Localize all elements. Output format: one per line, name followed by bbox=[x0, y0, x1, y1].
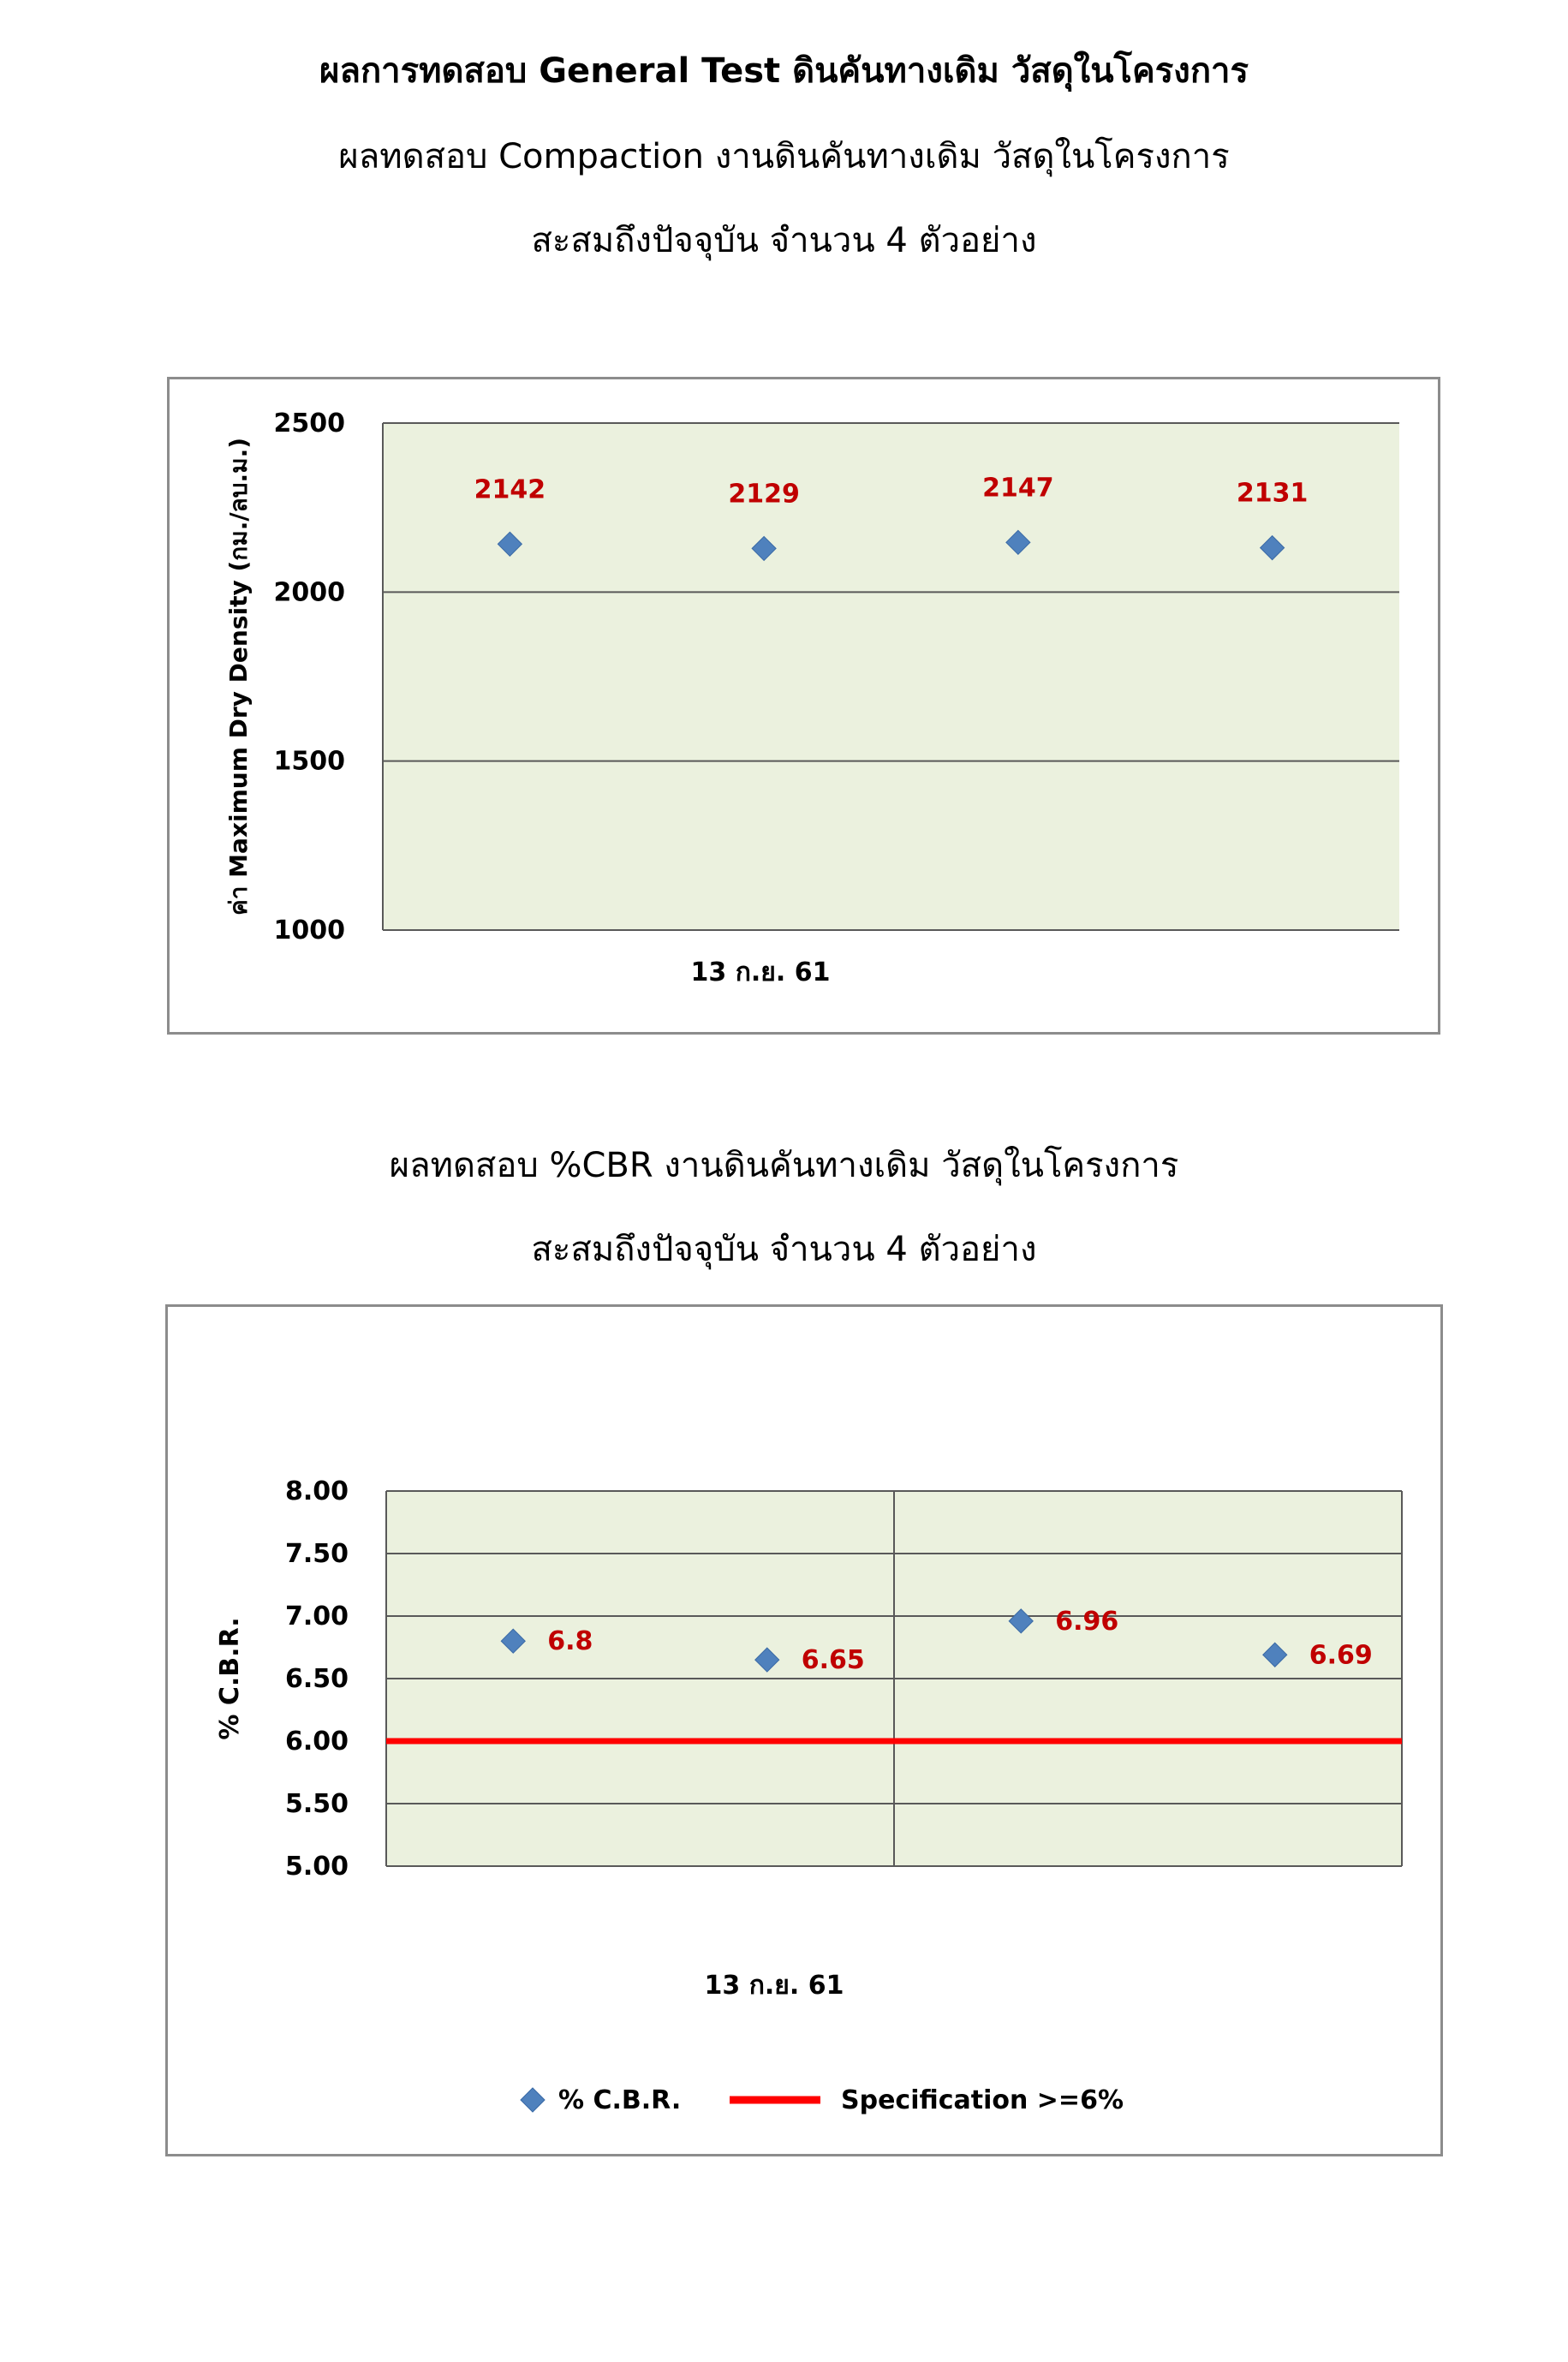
y-axis-title: % C.B.R. bbox=[215, 1617, 245, 1740]
y-tick-label: 5.00 bbox=[284, 1852, 349, 1882]
compaction-chart-frame bbox=[167, 377, 1440, 1035]
legend-label-spec: Specification >=6% bbox=[841, 2085, 1124, 2115]
data-label: 2142 bbox=[474, 474, 546, 505]
chart1-heading: ผลทดสอบ Compaction งานดินคันทางเดิม วัสดุในโครงการ bbox=[338, 137, 1230, 176]
x-axis-label: 13 ก.ย. 61 bbox=[690, 957, 831, 987]
legend-label-cbr: % C.B.R. bbox=[558, 2085, 682, 2115]
chart1-subheading: สะสมถึงปัจจุบัน จำนวน 4 ตัวอย่าง bbox=[531, 221, 1037, 260]
chart2-subheading: สะสมถึงปัจจุบัน จำนวน 4 ตัวอย่าง bbox=[531, 1230, 1037, 1269]
data-label: 2131 bbox=[1236, 478, 1309, 509]
y-tick-label: 1500 bbox=[273, 746, 345, 777]
data-label: 2129 bbox=[728, 479, 800, 510]
y-tick-label: 2000 bbox=[273, 577, 345, 608]
data-label: 6.65 bbox=[801, 1645, 865, 1676]
y-tick-label: 1000 bbox=[273, 916, 345, 945]
data-label: 6.69 bbox=[1309, 1640, 1373, 1671]
data-label: 6.8 bbox=[547, 1626, 593, 1657]
chart2-heading: ผลทดสอบ %CBR งานดินคันทางเดิม วัสดุในโครงการ bbox=[389, 1146, 1179, 1185]
x-axis-label: 13 ก.ย. 61 bbox=[704, 1971, 844, 2001]
data-label: 2147 bbox=[982, 473, 1054, 504]
cbr-chart bbox=[168, 1307, 1440, 2154]
y-tick-label: 7.50 bbox=[284, 1539, 349, 1569]
y-tick-label: 6.50 bbox=[284, 1664, 349, 1694]
data-label: 6.96 bbox=[1055, 1606, 1119, 1637]
y-tick-label: 6.00 bbox=[284, 1727, 349, 1757]
compaction-chart bbox=[170, 379, 1438, 1032]
legend-marker-cbr bbox=[521, 2088, 545, 2112]
y-tick-label: 8.00 bbox=[284, 1476, 349, 1506]
y-tick-label: 2500 bbox=[273, 409, 345, 438]
y-tick-label: 5.50 bbox=[284, 1789, 349, 1819]
y-axis-title: ค่า Maximum Dry Density (กม./ลบ.ม.) bbox=[224, 437, 253, 916]
cbr-chart-frame bbox=[165, 1304, 1443, 2156]
y-tick-label: 7.00 bbox=[284, 1602, 349, 1631]
page-title: ผลการทดสอบ General Test ดินคันทางเดิม วัสดุในโครงการ bbox=[319, 51, 1249, 91]
